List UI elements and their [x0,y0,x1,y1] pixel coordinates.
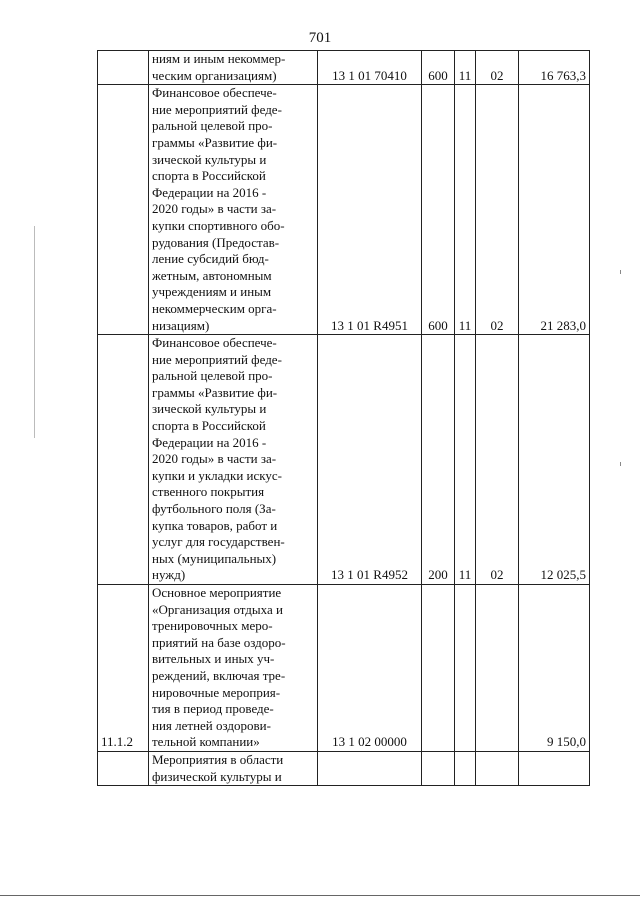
subsection-code: 02 [490,567,504,583]
row-number-cell [98,585,149,752]
section-code-cell [455,335,476,585]
target-code-cell [318,51,422,85]
row-name: Основное мероприятие «Организация отдыха и тренировочных меро- приятий на базе оздоро- вительных и иных уч- реждений, включая тре- нировочные мероприя- тия в период проведе- ния летней оздорови- тельной компании» [152,585,286,750]
section-code: 11 [458,67,472,83]
row-number: 11.1.2 [101,734,134,750]
target-code-cell [318,585,422,752]
expense-type-cell [422,335,455,585]
expense-type: 600 [428,317,448,333]
amount: 16 763,3 [540,67,586,83]
subsection-code: 02 [490,317,504,333]
scan-margin-line [34,226,35,438]
row-name: Финансовое обеспече- ние мероприятий феде- ральной целевой про- граммы «Развитие фи- зической культуры и спорта в Российской Федерации на 2016 - 2020 годы» в части за- купки и укладки искус- ственного покрытия футбольного поля (За- купка товаров, работ и услуг для государствен- ных (муниципальных) нужд) [152,335,285,583]
section-code-cell [455,85,476,335]
row-name-cell [149,335,318,585]
row-name-cell [149,585,318,752]
section-code: 11 [458,317,472,333]
amount-cell [519,751,590,785]
budget-table [97,50,590,786]
target-code: 13 1 02 00000 [332,734,407,750]
expense-type-cell [422,51,455,85]
expense-type-cell [422,751,455,785]
budget-table-body [98,51,590,786]
subsection-code-cell [476,51,519,85]
expense-type-cell [422,585,455,752]
subsection-code: 02 [490,67,504,83]
page-number: 701 [308,30,332,46]
target-code: 13 1 01 70410 [332,67,407,83]
target-code: 13 1 01 R4951 [331,317,408,333]
section-code-cell [455,51,476,85]
table-row [98,585,590,752]
section-code-cell [455,585,476,752]
row-name: ниям и иным некоммер- ческим организациям) [152,51,286,83]
amount-cell [519,51,590,85]
subsection-code-cell [476,335,519,585]
amount-cell [519,85,590,335]
amount: 21 283,0 [540,317,586,333]
subsection-code-cell [476,751,519,785]
expense-type: 600 [428,67,448,83]
scan-speck [620,462,621,466]
row-number-cell [98,85,149,335]
target-code: 13 1 01 R4952 [331,567,408,583]
section-code-cell [455,751,476,785]
row-name: Финансовое обеспече- ние мероприятий феде- ральной целевой про- граммы «Развитие фи- зической культуры и спорта в Российской Федерации на 2016 - 2020 годы» в части за- купки спортивного обо- рудования (Предостав- ление субсидий бюд- жетным, автономным учреждениям и иным некоммерческим орга- низациям) [152,85,285,333]
table-row [98,85,590,335]
row-name-cell [149,51,318,85]
expense-type: 200 [428,567,448,583]
target-code-cell [318,751,422,785]
row-name-cell [149,85,318,335]
amount: 9 150,0 [547,734,586,750]
target-code-cell [318,85,422,335]
row-name-cell [149,751,318,785]
amount-cell [519,335,590,585]
table-row [98,51,590,85]
amount-cell [519,585,590,752]
table-row [98,751,590,785]
row-number-cell [98,51,149,85]
amount: 12 025,5 [540,567,586,583]
section-code: 11 [458,567,472,583]
scan-bottom-edge [0,895,640,896]
target-code-cell [318,335,422,585]
table-row [98,335,590,585]
expense-type-cell [422,85,455,335]
row-number-cell [98,335,149,585]
row-number-cell [98,751,149,785]
scan-speck [620,270,621,274]
subsection-code-cell [476,585,519,752]
row-name: Мероприятия в области физической культуры и [152,751,284,784]
subsection-code-cell [476,85,519,335]
